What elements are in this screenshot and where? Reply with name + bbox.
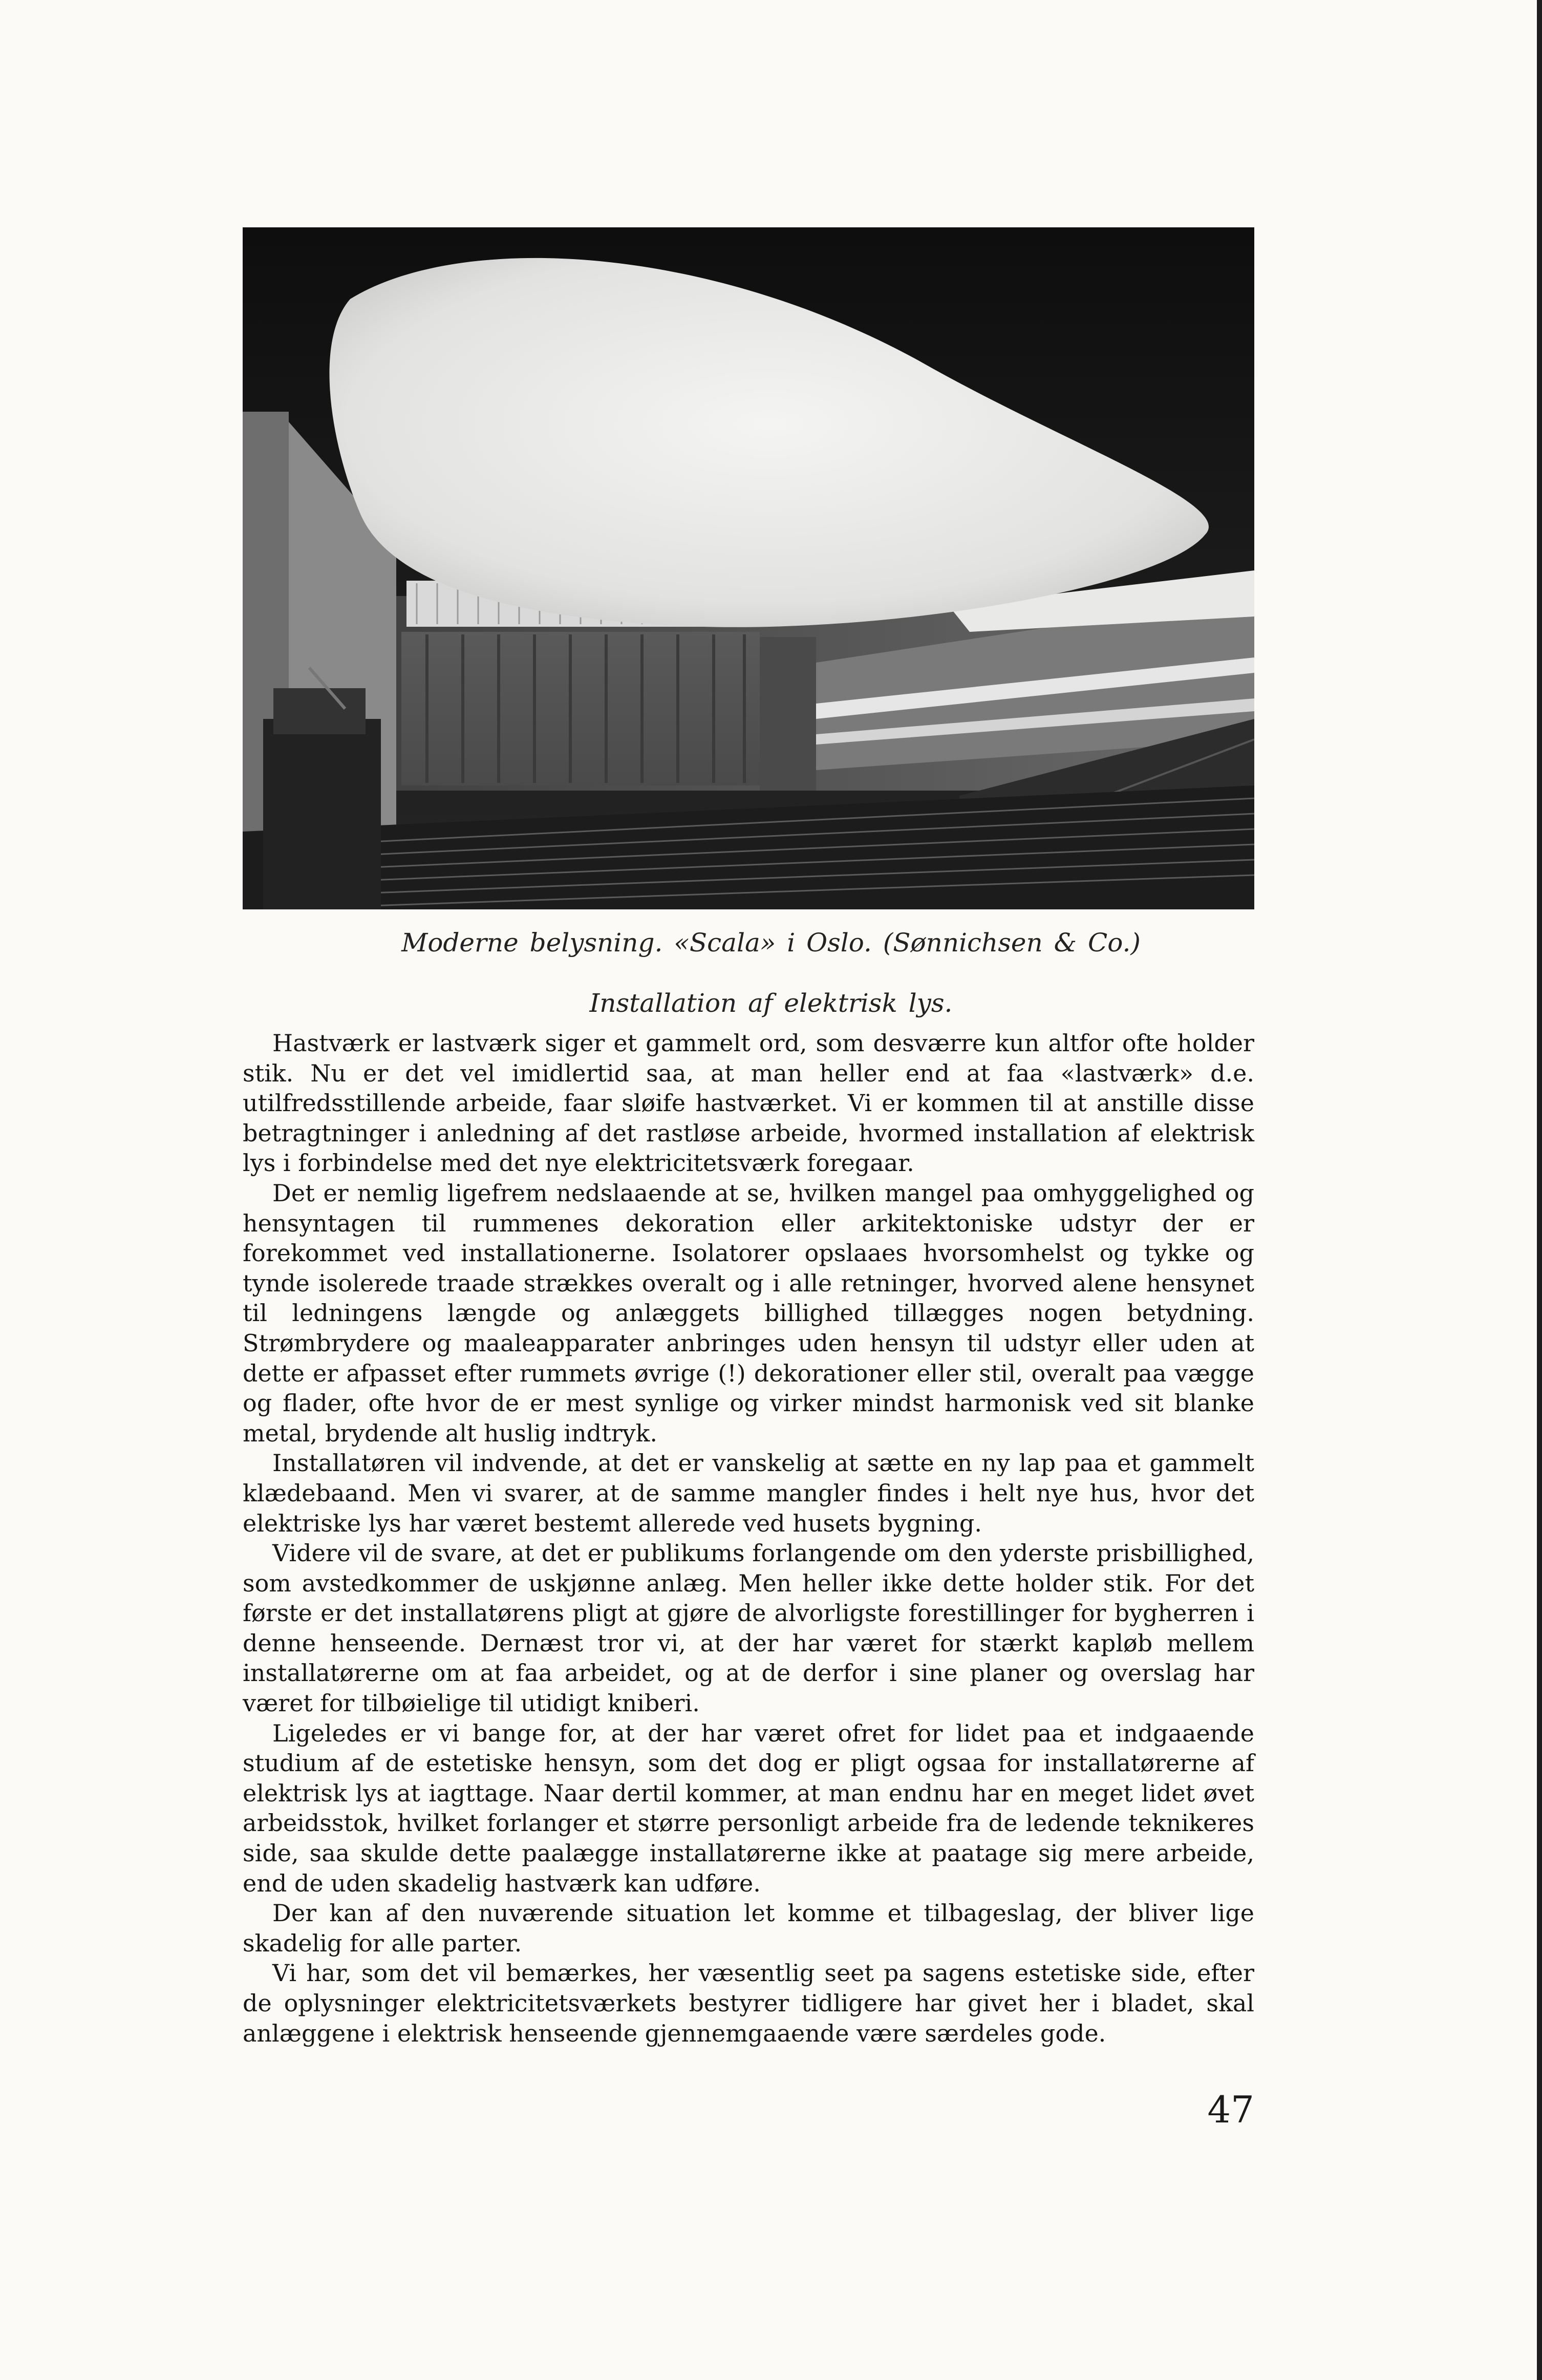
paragraph-3: Installatøren vil indvende, at det er vanskelig at sætte en ny lap paa et gammelt klædebaand. Men vi svarer, at de samme mangler findes i helt nye hus, hvor det elektriske lys har været bestemt allerede ved husets bygning. <box>243 1449 1254 1537</box>
paragraph-5: Ligeledes er vi bange for, at der har været ofret for lidet paa et indgaaende studium af de estetiske hensyn, som det dog er pligt ogsaa for installatørerne af elektrisk lys at iagttage. Naar dertil kommer, at man endnu har en meget lidet øvet arbeidsstok, hvilket forlanger et større personligt arbeide fra de ledende teknikeres side, saa skulde dette paalægge installatørerne ikke at paatage sig mere arbeide, end de uden skadelig hastværk kan udføre. <box>243 1719 1254 1897</box>
projection-booth <box>263 719 381 909</box>
photo-caption: Moderne belysning. «Scala» i Oslo. (Sønnichsen & Co.) <box>401 928 1141 958</box>
auditorium-illustration <box>243 227 1254 909</box>
article-body <box>243 1028 1254 2048</box>
paragraph-2: Det er nemlig ligefrem nedslaaende at se, hvilken mangel paa omhyggelighed og hensyntagen til rummenes dekoration eller arkitektoniske udstyr der er forekommet ved installationerne. Isolatorer opslaaes hvorsomhelst og tykke og tynde isolerede traade strækkes overalt og i alle retninger, hvorved alene hensynet til ledningens længde og anlæggets billighed tillægges nogen betydning. Strømbrydere og maaleapparater anbringes uden hensyn til udstyr eller uden at dette er afpasset efter rummets øvrige (!) dekorationer eller stil, overalt paa vægge og flader, ofte hvor de er mest synlige og virker mindst harmonisk ved sit blanke metal, brydende alt huslig indtryk. <box>243 1179 1254 1447</box>
projector-equipment <box>273 688 366 734</box>
cinema-auditorium-photo <box>243 227 1254 909</box>
stage-curtain <box>401 632 760 785</box>
paragraph-7: Vi har, som det vil bemærkes, her væsentlig seet pa sagens estetiske side, efter de oplysninger elektricitetsværkets bestyrer tidligere har givet her i bladet, skal anlæggene i elektrisk henseende gjennemgaaende være særdeles gode. <box>243 1959 1254 2047</box>
stage-pillar <box>760 637 816 791</box>
article-title: Installation af elektrisk lys. <box>589 988 953 1018</box>
paragraph-1: Hastværk er lastværk siger et gammelt ord, som desværre kun altfor ofte holder stik. Nu er det vel imidlertid saa, at man heller end at faa «lastværk» d.e. utilfredsstillende arbeide, faar sløife hastværket. Vi er kommen til at anstille disse betragtninger i anledning af det rastløse arbeide, hvormed installation af elektrisk lys i forbindelse med det nye elektricitetsværk foregaar. <box>243 1029 1254 1177</box>
paragraph-6: Der kan af den nuværende situation let komme et tilbageslag, der bliver lige skadelig for alle parter. <box>243 1899 1254 1957</box>
paragraph-4: Videre vil de svare, at det er publikums forlangende om den yderste prisbillighed, som avstedkommer de uskjønne anlæg. Men heller ikke dette holder stik. For det første er det installatørens pligt at gjøre de alvorligste forestillinger for bygherren i denne henseende. Dernæst tror vi, at der har været for stærkt kapløb mellem installatørerne om at faa arbeidet, og at de derfor i sine planer og overslag har været for tilbøielige til utidigt kniberi. <box>243 1539 1254 1717</box>
page-number: 47 <box>1207 2088 1254 2131</box>
